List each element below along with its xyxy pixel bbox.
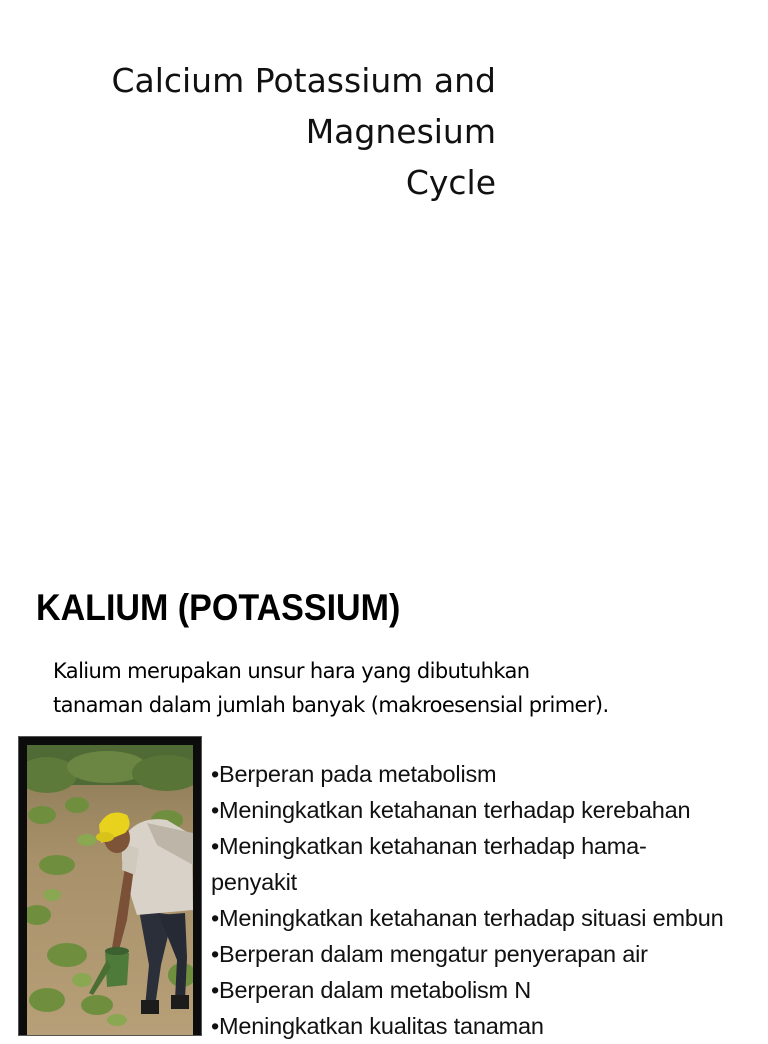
bullet-item: •Meningkatkan ketahanan terhadap situasi embun [211,905,724,931]
bullet-item: •Berperan dalam mengatur penyerapan air [211,941,648,967]
farmer-photo [18,736,202,1036]
slide-title [60,55,496,208]
bullet-item: •Berperan pada metabolism [211,761,497,787]
slide-title-line: Cycle [405,163,496,202]
intro-line: tanaman dalam jumlah banyak (makroesensial primer). [53,693,609,717]
slide-title-line: Magnesium [305,112,496,151]
farmer-photo-image [27,745,193,1035]
bullet-item: •Meningkatkan ketahanan terhadap kerebahan [211,797,691,823]
bullet-item: •Meningkatkan kualitas tanaman [211,1013,544,1039]
bullet-item: •Meningkatkan ketahanan terhadap hama- [211,833,647,859]
slide-title-line: Calcium Potassium and [111,61,496,100]
section-heading: KALIUM (POTASSIUM) [36,587,401,628]
bullet-item: •Berperan dalam metabolism N [211,977,532,1003]
bullet-list [211,756,768,1044]
intro-line: Kalium merupakan unsur hara yang dibutuhkan [53,659,530,683]
intro-paragraph [53,654,753,722]
bullet-item: penyakit [211,869,297,895]
